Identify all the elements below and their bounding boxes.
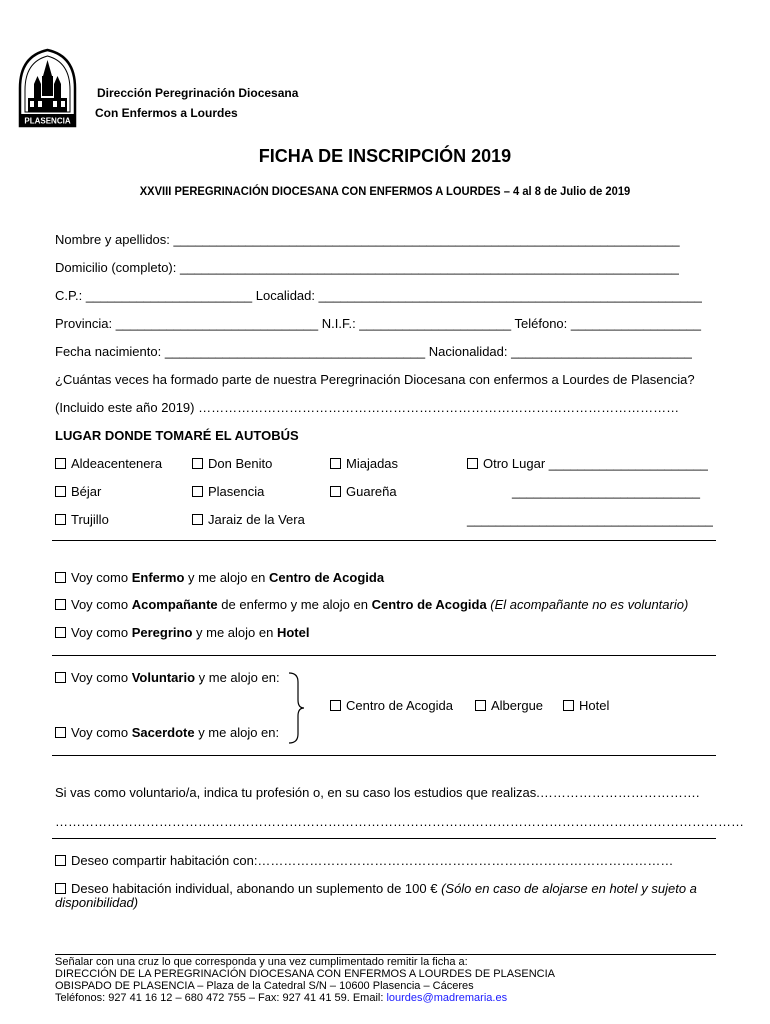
footer: [55, 956, 555, 1004]
checkbox[interactable]: [330, 486, 341, 497]
form-title: FICHA DE INSCRIPCIÓN 2019: [258, 146, 512, 166]
footer-line-3: OBISPADO DE PLASENCIA – Plaza de la Catedral S/N – 10600 Plasencia – Cáceres: [55, 980, 474, 992]
otro-line-2[interactable]: __________________________: [512, 484, 700, 499]
divider: [52, 838, 716, 839]
bus-option-miajadas[interactable]: Miajadas: [330, 456, 398, 471]
otro-line-3[interactable]: __________________________________: [467, 512, 713, 527]
option-enfermo[interactable]: Voy como Enfermo y me alojo en Centro de Acogida: [55, 570, 384, 585]
checkbox[interactable]: [330, 458, 341, 469]
brace: [286, 670, 306, 746]
footer-rule: [55, 954, 716, 955]
checkbox[interactable]: [55, 458, 66, 469]
footer-line-1: Señalar con una cruz lo que corresponda y una vez cumplimentado remitir la ficha a:: [55, 956, 468, 968]
checkbox[interactable]: [330, 700, 341, 711]
option-individual[interactable]: Deseo habitación individual, abonando un suplemento de 100 € (Sólo en caso de alojarse en hotel y sujeto a: [55, 881, 697, 896]
bus-option-jaraiz[interactable]: Jaraiz de la Vera: [192, 512, 305, 527]
checkbox[interactable]: [467, 458, 478, 469]
field-profesion[interactable]: Si vas como voluntario/a, indica tu profesión o, en su caso los estudios que realizas.……………………………….: [55, 785, 700, 800]
checkbox[interactable]: [55, 727, 66, 738]
checkbox[interactable]: [55, 883, 66, 894]
field-incluido[interactable]: (Incluido este año 2019) …………………………………………………………………………………………………: [55, 400, 680, 415]
checkbox[interactable]: [192, 458, 203, 469]
checkbox[interactable]: [55, 672, 66, 683]
form-subtitle: XXVIII PEREGRINACIÓN DIOCESANA CON ENFERMOS A LOURDES – 4 al 8 de Julio de 2019: [139, 184, 631, 198]
checkbox[interactable]: [192, 514, 203, 525]
checkbox[interactable]: [55, 855, 66, 866]
checkbox[interactable]: [55, 514, 66, 525]
checkbox[interactable]: [55, 572, 66, 583]
bus-option-aldeacentenera[interactable]: Aldeacentenera: [55, 456, 162, 471]
email-link[interactable]: lourdes@madremaria.es: [386, 992, 508, 1004]
checkbox[interactable]: [55, 627, 66, 638]
option-acompanante[interactable]: Voy como Acompañante de enfermo y me alojo en Centro de Acogida (El acompañante no es voluntario): [55, 597, 688, 612]
lodging-hotel[interactable]: Hotel: [563, 698, 609, 713]
divider: [52, 540, 716, 541]
divider: [52, 655, 716, 656]
bus-option-trujillo[interactable]: Trujillo: [55, 512, 109, 527]
option-voluntario[interactable]: Voy como Voluntario y me alojo en:: [55, 670, 280, 685]
checkbox[interactable]: [55, 486, 66, 497]
bus-option-otro[interactable]: Otro Lugar ______________________: [467, 456, 708, 471]
lodging-albergue[interactable]: Albergue: [475, 698, 543, 713]
field-domicilio[interactable]: Domicilio (completo): _____________________________________________________________________: [55, 260, 679, 275]
individual-continuation: disponibilidad): [55, 895, 139, 910]
checkbox[interactable]: [55, 599, 66, 610]
bus-option-don-benito[interactable]: Don Benito: [192, 456, 272, 471]
logo-text: PLASENCIA: [24, 116, 71, 126]
bus-option-guarena[interactable]: Guareña: [330, 484, 397, 499]
footer-line-4: Teléfonos: 927 41 16 12 – 680 472 755 – Fax: 927 41 41 59. Email: lourdes@madremaria.es: [55, 992, 508, 1004]
checkbox[interactable]: [475, 700, 486, 711]
field-provincia-nif-telefono[interactable]: Provincia: ____________________________ N.I.F.: _____________________ Teléfono: __________________: [55, 316, 702, 331]
footer-line-2: DIRECCIÓN DE LA PEREGRINACIÓN DIOCESANA CON ENFERMOS A LOURDES DE PLASENCIA: [55, 968, 556, 980]
bus-option-plasencia[interactable]: Plasencia: [192, 484, 264, 499]
org-line-1: Dirección Peregrinación Diocesana: [97, 86, 299, 100]
lodging-centro-acogida[interactable]: Centro de Acogida: [330, 698, 453, 713]
field-nombre[interactable]: Nombre y apellidos: ______________________________________________________________________: [55, 232, 680, 247]
field-fecha-nacionalidad[interactable]: Fecha nacimiento: ____________________________________ Nacionalidad: _________________________: [55, 344, 692, 359]
field-cp-localidad[interactable]: C.P.: _______________________ Localidad: _____________________________________________________: [55, 288, 702, 303]
option-peregrino[interactable]: Voy como Peregrino y me alojo en Hotel: [55, 625, 309, 640]
checkbox[interactable]: [563, 700, 574, 711]
divider: [52, 755, 716, 756]
bus-heading: LUGAR DONDE TOMARÉ EL AUTOBÚS: [55, 428, 299, 443]
option-compartir[interactable]: Deseo compartir habitación con:……………………………………………………………………………………: [55, 853, 673, 868]
question-times: ¿Cuántas veces ha formado parte de nuestra Peregrinación Diocesana con enfermos a Lourdes de Plasencia?: [55, 372, 695, 387]
bus-option-bejar[interactable]: Béjar: [55, 484, 101, 499]
org-line-2: Con Enfermos a Lourdes: [95, 106, 238, 120]
field-profesion-line-2[interactable]: ……………………………………………………………………………………………………………………………………………: [55, 814, 744, 829]
option-sacerdote[interactable]: Voy como Sacerdote y me alojo en:: [55, 725, 279, 740]
plasencia-logo: [16, 48, 79, 128]
checkbox[interactable]: [192, 486, 203, 497]
